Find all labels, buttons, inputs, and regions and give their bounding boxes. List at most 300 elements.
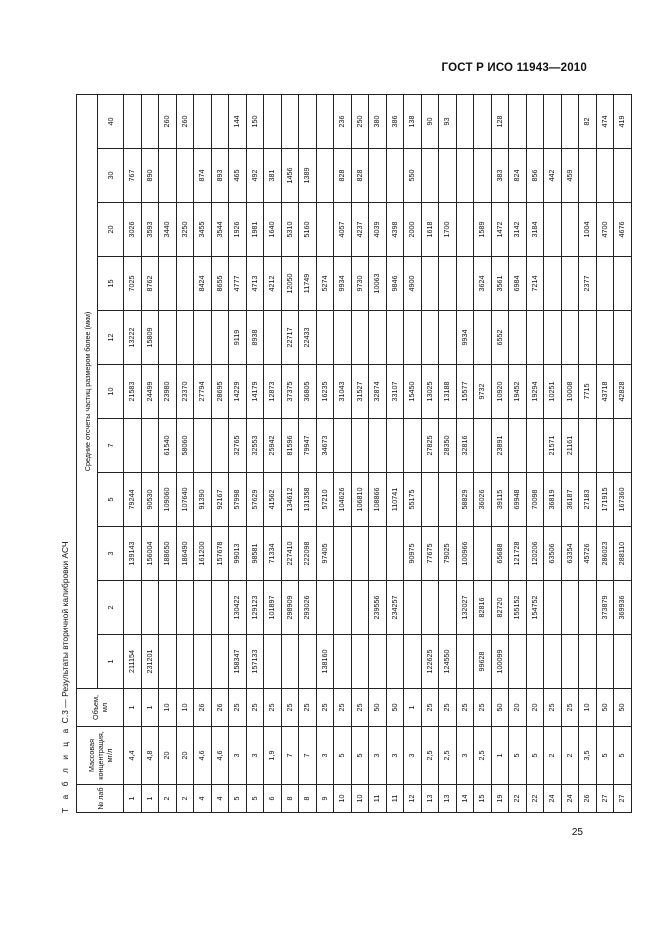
cell-count-5: 57998 (229, 473, 247, 527)
cell-count-3: 79025 (439, 527, 457, 581)
cell-count-15: 8424 (194, 257, 212, 311)
cell-count-12 (474, 311, 492, 365)
cell-count-5: 79244 (124, 473, 142, 527)
cell-count-10: 36805 (299, 365, 317, 419)
cell-lab: 24 (544, 785, 562, 813)
cell-lab: 5 (229, 785, 247, 813)
cell-count-7: 23891 (491, 419, 509, 473)
cell-volume: 20 (526, 689, 544, 727)
cell-count-20: 3544 (211, 203, 229, 257)
cell-count-15: 9846 (386, 257, 404, 311)
cell-count-20: 4398 (386, 203, 404, 257)
cell-count-1 (281, 635, 299, 689)
cell-volume: 50 (491, 689, 509, 727)
cell-count-10: 16235 (316, 365, 334, 419)
table-caption (58, 541, 72, 813)
cell-concentration: 3 (404, 727, 422, 785)
cell-count-1 (211, 635, 229, 689)
cell-count-10: 33107 (386, 365, 404, 419)
cell-count-2: 293026 (299, 581, 317, 635)
cell-count-15: 8655 (211, 257, 229, 311)
cell-count-3: 288110 (614, 527, 632, 581)
cell-count-5: 171915 (596, 473, 614, 527)
cell-lab: 4 (194, 785, 212, 813)
header-size-7: 7 (98, 419, 124, 473)
cell-count-7 (596, 419, 614, 473)
cell-count-10: 27794 (194, 365, 212, 419)
cell-count-30: 893 (211, 149, 229, 203)
cell-count-7: 28350 (439, 419, 457, 473)
table-row (526, 94, 544, 812)
cell-count-3: 65688 (491, 527, 509, 581)
cell-count-10: 42828 (614, 365, 632, 419)
cell-concentration: 3 (316, 727, 334, 785)
cell-concentration: 5 (596, 727, 614, 785)
cell-count-1 (614, 635, 632, 689)
cell-count-40: 150 (246, 94, 264, 148)
cell-count-2: 154752 (526, 581, 544, 635)
cell-count-10: 31527 (351, 365, 369, 419)
cell-volume: 50 (596, 689, 614, 727)
cell-lab: 13 (421, 785, 439, 813)
cell-count-1: 138160 (316, 635, 334, 689)
cell-count-10: 15577 (456, 365, 474, 419)
cell-concentration: 3 (369, 727, 387, 785)
cell-concentration: 3 (246, 727, 264, 785)
cell-count-15: 5274 (316, 257, 334, 311)
cell-count-12: 9934 (456, 311, 474, 365)
cell-count-20: 1981 (246, 203, 264, 257)
cell-concentration: 4,6 (194, 727, 212, 785)
cell-count-12 (159, 311, 177, 365)
cell-count-2: 129123 (246, 581, 264, 635)
cell-count-40: 250 (351, 94, 369, 148)
cell-count-1 (386, 635, 404, 689)
cell-count-20: 3026 (124, 203, 142, 257)
cell-volume: 25 (334, 689, 352, 727)
table-row (404, 94, 422, 812)
cell-count-3: 90975 (404, 527, 422, 581)
cell-count-12 (211, 311, 229, 365)
cell-count-5: 36819 (544, 473, 562, 527)
table-row (421, 94, 439, 812)
cell-count-5: 104626 (334, 473, 352, 527)
calibration-table (76, 94, 632, 813)
table-row (176, 94, 194, 812)
cell-count-12: 15809 (141, 311, 159, 365)
caption-prefix: Т а б л и ц а (60, 725, 70, 813)
cell-volume: 20 (509, 689, 527, 727)
cell-count-2 (561, 581, 579, 635)
cell-count-30: 874 (194, 149, 212, 203)
cell-volume: 25 (544, 689, 562, 727)
cell-count-5: 167360 (614, 473, 632, 527)
cell-count-20: 3593 (141, 203, 159, 257)
cell-volume: 10 (176, 689, 194, 727)
cell-concentration: 4,6 (211, 727, 229, 785)
cell-count-5: 55175 (404, 473, 422, 527)
landscape-content (58, 95, 627, 813)
cell-count-2 (404, 581, 422, 635)
table-row (264, 94, 282, 812)
cell-count-2 (159, 581, 177, 635)
cell-count-40 (526, 94, 544, 148)
cell-volume: 26 (211, 689, 229, 727)
cell-count-1: 158347 (229, 635, 247, 689)
cell-count-10: 9732 (474, 365, 492, 419)
table-row (124, 94, 142, 812)
cell-count-5: 110741 (386, 473, 404, 527)
cell-count-30: 1389 (299, 149, 317, 203)
cell-volume: 10 (579, 689, 597, 727)
cell-count-15 (456, 257, 474, 311)
cell-count-2 (176, 581, 194, 635)
cell-count-30 (456, 149, 474, 203)
cell-count-7 (526, 419, 544, 473)
cell-count-12 (596, 311, 614, 365)
cell-lab: 27 (596, 785, 614, 813)
cell-count-3: 120206 (526, 527, 544, 581)
table-row (141, 94, 159, 812)
cell-concentration: 5 (351, 727, 369, 785)
cell-volume: 25 (456, 689, 474, 727)
cell-concentration: 3,5 (579, 727, 597, 785)
cell-lab: 15 (474, 785, 492, 813)
cell-concentration: 2,5 (474, 727, 492, 785)
table-row (334, 94, 352, 812)
cell-count-30: 381 (264, 149, 282, 203)
cell-count-30 (439, 149, 457, 203)
cell-count-20: 1472 (491, 203, 509, 257)
cell-count-2 (194, 581, 212, 635)
cell-count-20: 3250 (176, 203, 194, 257)
cell-lab: 1 (124, 785, 142, 813)
cell-count-7: 27825 (421, 419, 439, 473)
cell-count-1 (404, 635, 422, 689)
cell-count-15: 12050 (281, 257, 299, 311)
cell-count-15: 3624 (474, 257, 492, 311)
cell-count-2: 239556 (369, 581, 387, 635)
cell-count-3: 121728 (509, 527, 527, 581)
cell-count-40 (509, 94, 527, 148)
cell-count-30: 442 (544, 149, 562, 203)
cell-count-10: 21583 (124, 365, 142, 419)
table-row (299, 94, 317, 812)
cell-count-3 (386, 527, 404, 581)
cell-count-10: 32874 (369, 365, 387, 419)
cell-count-3 (369, 527, 387, 581)
cell-count-10: 24499 (141, 365, 159, 419)
cell-count-30: 828 (351, 149, 369, 203)
cell-count-5: 57210 (316, 473, 334, 527)
cell-count-40 (211, 94, 229, 148)
cell-count-5: 134612 (281, 473, 299, 527)
header-size-12: 12 (98, 311, 124, 365)
table-row (386, 94, 404, 812)
header-size-15: 15 (98, 257, 124, 311)
cell-count-1: 124550 (439, 635, 457, 689)
cell-count-20: 2000 (404, 203, 422, 257)
cell-count-12 (194, 311, 212, 365)
cell-count-12 (351, 311, 369, 365)
cell-concentration: 5 (526, 727, 544, 785)
cell-count-2: 298909 (281, 581, 299, 635)
cell-count-12: 8938 (246, 311, 264, 365)
header-size-2: 2 (98, 581, 124, 635)
cell-count-40 (456, 94, 474, 148)
cell-count-12 (421, 311, 439, 365)
cell-count-2: 369936 (614, 581, 632, 635)
table-row (456, 94, 474, 812)
cell-count-30: 383 (491, 149, 509, 203)
cell-count-2: 101897 (264, 581, 282, 635)
cell-count-7 (404, 419, 422, 473)
cell-count-30 (159, 149, 177, 203)
cell-count-15: 6984 (509, 257, 527, 311)
page-number: 25 (571, 827, 583, 838)
cell-volume: 25 (421, 689, 439, 727)
cell-count-7: 58060 (176, 419, 194, 473)
cell-count-1: 100099 (491, 635, 509, 689)
cell-count-5: 109060 (159, 473, 177, 527)
cell-count-12 (439, 311, 457, 365)
cell-count-12 (526, 311, 544, 365)
cell-count-20 (456, 203, 474, 257)
cell-count-3: 161200 (194, 527, 212, 581)
cell-concentration: 4,8 (141, 727, 159, 785)
cell-count-20: 5310 (281, 203, 299, 257)
cell-concentration: 5 (334, 727, 352, 785)
cell-count-15: 11749 (299, 257, 317, 311)
cell-count-3: 157678 (211, 527, 229, 581)
cell-count-30: 1456 (281, 149, 299, 203)
cell-count-20: 4237 (351, 203, 369, 257)
cell-count-10: 23370 (176, 365, 194, 419)
cell-count-1 (526, 635, 544, 689)
cell-count-12: 6552 (491, 311, 509, 365)
cell-count-10: 10251 (544, 365, 562, 419)
rotated-table-area (58, 95, 627, 813)
cell-lab: 13 (439, 785, 457, 813)
cell-count-5: 39115 (491, 473, 509, 527)
cell-count-15: 8762 (141, 257, 159, 311)
cell-volume: 1 (404, 689, 422, 727)
cell-count-3: 97405 (316, 527, 334, 581)
cell-count-3 (474, 527, 492, 581)
cell-count-5: 90530 (141, 473, 159, 527)
cell-count-15: 9934 (334, 257, 352, 311)
cell-volume: 25 (264, 689, 282, 727)
cell-count-1 (369, 635, 387, 689)
table-row (509, 94, 527, 812)
cell-count-2 (439, 581, 457, 635)
cell-count-20 (561, 203, 579, 257)
cell-count-3: 45726 (579, 527, 597, 581)
cell-count-30: 465 (229, 149, 247, 203)
cell-count-20: 4700 (596, 203, 614, 257)
table-row (211, 94, 229, 812)
cell-count-15: 3561 (491, 257, 509, 311)
cell-count-10: 28695 (211, 365, 229, 419)
cell-count-20 (544, 203, 562, 257)
cell-count-40 (281, 94, 299, 148)
cell-concentration: 1,9 (264, 727, 282, 785)
cell-lab: 11 (369, 785, 387, 813)
table-row (316, 94, 334, 812)
cell-count-40: 90 (421, 94, 439, 148)
cell-count-2: 373879 (596, 581, 614, 635)
cell-count-3: 71334 (264, 527, 282, 581)
cell-count-30 (579, 149, 597, 203)
cell-lab: 10 (334, 785, 352, 813)
cell-count-40 (544, 94, 562, 148)
cell-count-2 (421, 581, 439, 635)
cell-count-7 (334, 419, 352, 473)
cell-volume: 25 (474, 689, 492, 727)
cell-count-12 (334, 311, 352, 365)
cell-count-30: 459 (561, 149, 579, 203)
cell-count-40 (194, 94, 212, 148)
cell-count-12 (579, 311, 597, 365)
cell-count-5 (439, 473, 457, 527)
cell-count-7: 81596 (281, 419, 299, 473)
header-size-5: 5 (98, 473, 124, 527)
cell-volume: 1 (124, 689, 142, 727)
cell-count-15 (561, 257, 579, 311)
header-row-group (77, 94, 98, 812)
table-body (124, 94, 632, 812)
cell-count-30: 828 (334, 149, 352, 203)
cell-count-15: 4713 (246, 257, 264, 311)
header-size-40: 40 (98, 94, 124, 148)
cell-count-15 (421, 257, 439, 311)
cell-count-15 (439, 257, 457, 311)
cell-lab: 10 (351, 785, 369, 813)
cell-count-3: 222098 (299, 527, 317, 581)
cell-count-40: 138 (404, 94, 422, 148)
cell-lab: 9 (316, 785, 334, 813)
cell-lab: 11 (386, 785, 404, 813)
cell-count-7: 25942 (264, 419, 282, 473)
cell-count-10: 15450 (404, 365, 422, 419)
cell-count-5: 27183 (579, 473, 597, 527)
table-row (596, 94, 614, 812)
cell-count-2 (141, 581, 159, 635)
table-row (246, 94, 264, 812)
cell-concentration: 20 (159, 727, 177, 785)
cell-concentration: 5 (509, 727, 527, 785)
cell-count-12 (544, 311, 562, 365)
cell-lab: 24 (561, 785, 579, 813)
cell-count-3: 156004 (141, 527, 159, 581)
cell-count-5: 57629 (246, 473, 264, 527)
caption-text: С.3 — Результаты вторичной калибровки АСЧ (60, 541, 70, 724)
cell-count-15: 4777 (229, 257, 247, 311)
cell-count-1 (456, 635, 474, 689)
cell-count-7 (614, 419, 632, 473)
cell-count-20: 3440 (159, 203, 177, 257)
cell-count-10: 37375 (281, 365, 299, 419)
cell-count-10: 10008 (561, 365, 579, 419)
cell-count-20: 4676 (614, 203, 632, 257)
cell-count-20: 1004 (579, 203, 597, 257)
cell-concentration: 3 (386, 727, 404, 785)
cell-count-40: 386 (386, 94, 404, 148)
cell-count-1 (596, 635, 614, 689)
cell-count-7 (194, 419, 212, 473)
cell-count-7: 21161 (561, 419, 579, 473)
header-concentration: Массовая концентрация, мг/л (77, 727, 124, 785)
cell-count-10: 13188 (439, 365, 457, 419)
cell-lab: 8 (299, 785, 317, 813)
cell-count-3 (351, 527, 369, 581)
cell-count-7 (474, 419, 492, 473)
cell-count-30: 890 (141, 149, 159, 203)
cell-concentration: 5 (614, 727, 632, 785)
cell-volume: 50 (369, 689, 387, 727)
cell-concentration: 2,5 (421, 727, 439, 785)
cell-concentration: 3 (229, 727, 247, 785)
cell-count-2 (351, 581, 369, 635)
cell-count-7 (211, 419, 229, 473)
cell-count-2: 82720 (491, 581, 509, 635)
header-lab: № лаб (77, 785, 124, 813)
cell-count-5: 36026 (474, 473, 492, 527)
cell-count-20: 3184 (526, 203, 544, 257)
cell-count-12 (614, 311, 632, 365)
cell-count-3: 63354 (561, 527, 579, 581)
cell-count-10: 14179 (246, 365, 264, 419)
cell-count-40: 260 (176, 94, 194, 148)
cell-count-7 (141, 419, 159, 473)
cell-count-12 (264, 311, 282, 365)
cell-count-5: 58829 (456, 473, 474, 527)
cell-count-15: 4212 (264, 257, 282, 311)
table-row (194, 94, 212, 812)
cell-volume: 1 (141, 689, 159, 727)
cell-count-12: 22433 (299, 311, 317, 365)
cell-count-40: 93 (439, 94, 457, 148)
cell-count-12: 22717 (281, 311, 299, 365)
cell-count-1 (299, 635, 317, 689)
cell-count-5 (421, 473, 439, 527)
cell-volume: 50 (386, 689, 404, 727)
cell-count-10: 14229 (229, 365, 247, 419)
cell-count-30: 856 (526, 149, 544, 203)
header-volume: Объем, мл (77, 689, 124, 727)
cell-count-5: 91390 (194, 473, 212, 527)
table-row (351, 94, 369, 812)
cell-count-40 (474, 94, 492, 148)
cell-count-7 (579, 419, 597, 473)
cell-count-2: 130422 (229, 581, 247, 635)
cell-count-1 (561, 635, 579, 689)
cell-count-40: 474 (596, 94, 614, 148)
cell-count-5: 131358 (299, 473, 317, 527)
cell-lab: 22 (509, 785, 527, 813)
cell-count-5: 70098 (526, 473, 544, 527)
cell-count-7 (369, 419, 387, 473)
cell-count-30 (316, 149, 334, 203)
cell-count-12 (316, 311, 334, 365)
cell-count-20: 4039 (369, 203, 387, 257)
cell-count-15: 7214 (526, 257, 544, 311)
cell-count-10: 12873 (264, 365, 282, 419)
cell-count-10: 13025 (421, 365, 439, 419)
cell-count-20: 1618 (421, 203, 439, 257)
cell-lab: 2 (159, 785, 177, 813)
header-size-20: 20 (98, 203, 124, 257)
